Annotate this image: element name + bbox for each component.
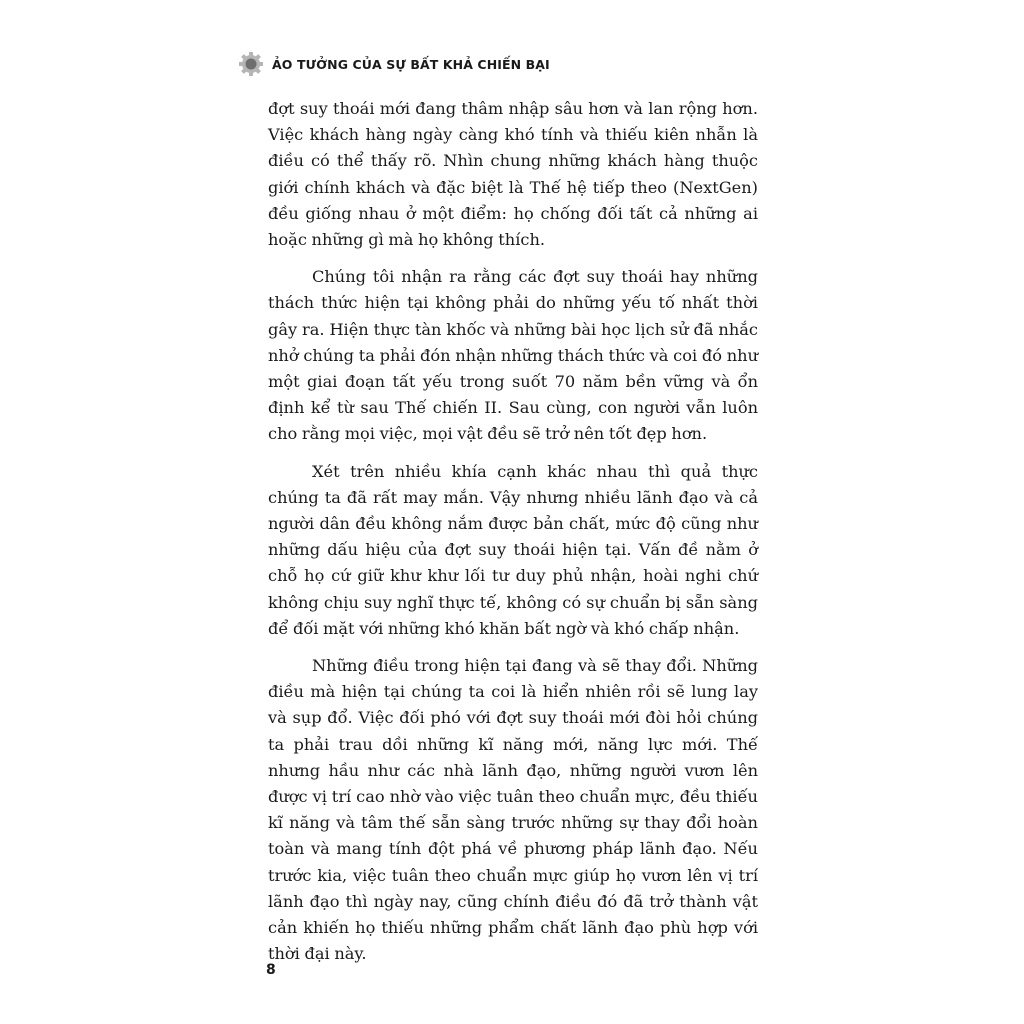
page-number: 8 [266,962,276,978]
running-header [238,50,550,78]
body-text [268,96,758,979]
paragraph: Xét trên nhiều khía cạnh khác nhau thì quả thực chúng ta đã rất may mắn. Vậy nhưng nhiều lãnh đạo và cả người dân đều không nắm được bản chất, mức độ cũng như những dấu hiệu của đợt suy thoái hiện tại. Vấn đề nằm ở chỗ họ cứ giữ khư khư lối tư duy phủ nhận, hoài nghi chứ không chịu suy nghĩ thực tế, không có sự chuẩn bị sẵn sàng để đối mặt với những khó khăn bất ngờ và khó chấp nhận. [268,461,758,638]
running-header-title: ẢO TƯỞNG CỦA SỰ BẤT KHẢ CHIẾN BẠI [272,56,550,72]
paragraph: Những điều trong hiện tại đang và sẽ thay đổi. Những điều mà hiện tại chúng ta coi là hiển nhiên rồi sẽ lung lay và sụp đổ. Việc đối phó với đợt suy thoái mới đòi hỏi chúng ta phải trau dồi những kĩ năng mới, năng lực mới. Thế nhưng hầu như các nhà lãnh đạo, những người vươn lên được vị trí cao nhờ vào việc tuân theo chuẩn mực, đều thiếu kĩ năng và tâm thế sẵn sàng trước những sự thay đổi hoàn toàn và mang tính đột phá về phương pháp lãnh đạo. Nếu trước kia, việc tuân theo chuẩn mực giúp họ vươn lên vị trí lãnh đạo thì ngày nay, cũng chính điều đó đã trở thành vật cản khiến họ thiếu những phẩm chất lãnh đạo phù hợp với thời đại này. [268,656,758,964]
gear-ornament-icon [238,51,264,77]
paragraph-continued: đợt suy thoái mới đang thâm nhập sâu hơn và lan rộng hơn. Việc khách hàng ngày càng khó tính và thiếu kiên nhẫn là điều có thể thấy rõ. Nhìn chung những khách hàng thuộc giới chính khách và đặc biệt là Thế hệ tiếp theo (NextGen) đều giống nhau ở một điểm: họ chống đối tất cả những ai hoặc những gì mà họ không thích. [268,99,758,250]
paragraph: Chúng tôi nhận ra rằng các đợt suy thoái hay những thách thức hiện tại không phải do những yếu tố nhất thời gây ra. Hiện thực tàn khốc và những bài học lịch sử đã nhắc nhở chúng ta phải đón nhận những thách thức và coi đó như một giai đoạn tất yếu trong suốt 70 năm bền vững và ổn định kể từ sau Thế chiến II. Sau cùng, con người vẫn luôn cho rằng mọi việc, mọi vật đều sẽ trở nên tốt đẹp hơn. [268,267,758,444]
